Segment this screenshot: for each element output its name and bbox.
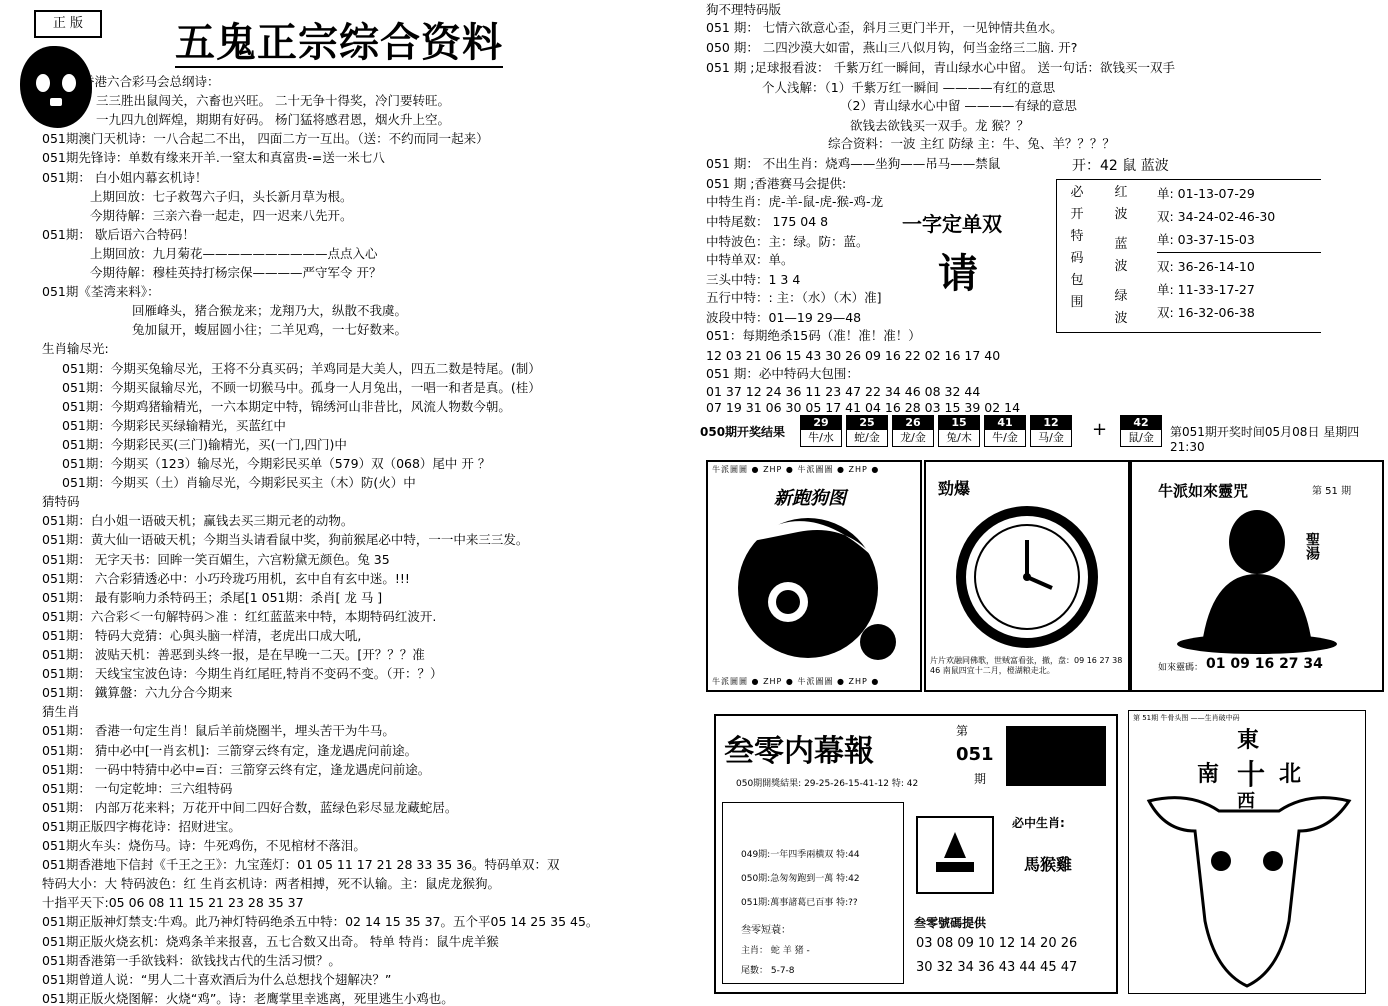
- ten-label: 十: [1237, 758, 1266, 791]
- newspaper-nums-2: 30 32 34 36 43 44 45 47: [916, 960, 1078, 975]
- wave-col2-char: 波: [1114, 311, 1128, 326]
- left-line: 香港六合彩马会总纲诗：: [82, 74, 220, 89]
- draw-cell-zodiac: 牛/水: [808, 431, 834, 444]
- left-line: 猜特码: [42, 494, 80, 510]
- left-line: 051期：六合彩＜一句解特码＞准 ：红红蓝蓝来中特，本期特码红波开.: [42, 608, 437, 624]
- left-line: 生肖输尽光:: [42, 341, 109, 357]
- draw-cell-zodiac: 马/金: [1038, 431, 1064, 444]
- left-line: 051期：白小姐一语破天机；赢钱去买三期元老的动物。: [42, 513, 354, 529]
- left-line: 051期正版火烧玄机：烧鸡条羊来报喜，五七合数又出奇。 特单 特肖：鼠牛虎羊猴: [42, 933, 499, 949]
- left-line: 051期《荃湾来料》：: [42, 284, 160, 300]
- wave-row: 双: 34-24-02-46-30: [1157, 209, 1276, 224]
- draw-cell-zodiac: 牛/金: [992, 431, 1018, 444]
- left-line: 051期： 波贴天机：善恶到头终一报，是在早晚一二天。[开？？？准: [42, 647, 425, 662]
- wave-col2-char: 波: [1114, 207, 1128, 222]
- wave-col1-char: 包: [1070, 273, 1084, 288]
- newspaper-left-2: 主肖： 蛇 羊 猪 -: [741, 946, 810, 956]
- draw-cell-number: 25: [847, 416, 887, 430]
- left-line: 051期正版火烧图解：火烧“鸡”。诗：老鹰掌里幸逃离，死里逃生小鸡也。: [42, 990, 454, 1006]
- newspaper-row: 050期:急匆匆跑到一萬 特:42: [741, 874, 860, 884]
- wave-table: [1056, 179, 1321, 333]
- left-line: 051期：今期买鼠输尽光，不顾一切猴马中。孤身一人月兔出，一唱一和者是真。(桂）: [62, 379, 541, 395]
- wave-table-col2: [1113, 182, 1129, 338]
- left-line: 051期曾道人说：“男人二十喜欢酒后为什么总想找个翅解决？”: [42, 971, 392, 987]
- left-line: 051期正版神灯禁支:牛鸡。此乃神灯特码绝杀五中特：02 14 15 35 37。五个平05 14 25 35 45。: [42, 914, 599, 930]
- panel-strip-bottom: 牛派圖圖 ● ZHP ● 牛派圖圖 ● ZHP ●: [712, 677, 880, 686]
- newspaper-row: 051期:萬事諸葛已百事 特:??: [741, 898, 858, 908]
- left-line: 051期正版四字梅花诗：招财进宝。: [42, 818, 241, 834]
- left-line: 三三胜出鼠闯关，六畜也兴旺。 二十无争十得奖，冷门要转旺。: [96, 93, 450, 109]
- newspaper-photo: [1006, 726, 1106, 786]
- newspaper-issue: 051: [956, 744, 994, 765]
- newspaper-issue-suffix: 期: [974, 772, 987, 786]
- draw-cell-zodiac: 鼠/金: [1128, 431, 1154, 444]
- left-line: 上期回放：九月菊花——————————点点入心: [90, 245, 378, 261]
- plus-sign: +: [1092, 419, 1108, 440]
- clock-icon: [952, 502, 1102, 652]
- north-label: 北: [1279, 761, 1302, 787]
- wave-col2-char: 波: [1114, 259, 1128, 274]
- buddha-numbers: 01 09 16 27 34: [1206, 656, 1323, 672]
- right-line: 中特单双：单。: [706, 252, 794, 267]
- newspaper-left-1: 叁零短蓑：: [741, 925, 791, 936]
- newspaper-nums-1: 03 08 09 10 12 14 20 26: [916, 936, 1078, 951]
- buddha-center-text: 聖湯: [1304, 532, 1320, 560]
- left-line: 051期香港地下信封《千王之王》：九宝莲灯：01 05 11 17 21 28 33 35 36。特码单双：双: [42, 857, 560, 873]
- newspaper-panel: [714, 714, 1118, 994]
- right-line: 051 期：必中特码大包围：: [706, 366, 859, 381]
- left-line: 猜生肖: [42, 704, 80, 720]
- dog-chart-art: [728, 502, 908, 672]
- newspaper-result: 050期開獎結果: 29-25-26-15-41-12 特: 42: [736, 779, 919, 789]
- left-line: 051期： 六合彩猜透必中：小巧玲珑巧用机，玄中自有玄中迷。!!!: [42, 570, 410, 586]
- left-line: 上期回放：七子救驾六子归，头长新月草为根。: [90, 188, 353, 204]
- left-line: 051期： 猜中必中[一肖玄机]：三箭穿云终有定，逢龙遇虎问前途。: [42, 742, 418, 758]
- draw-result-label: 050期开奖结果: [700, 425, 786, 439]
- clock-caption: 片片欢融同佛歌，世贼富看张，撤，盘：09 16 27 38 46 南鼠四宜十二月，橙湖粮走北。: [930, 656, 1123, 675]
- draw-cell: [938, 415, 980, 447]
- left-line: 051期：黄大仙一语破天机；今期当头请看鼠中奖，狗前猴尾必中特，一一中来三三发。: [42, 532, 529, 548]
- open-result: 开：42 鼠 蓝波: [1072, 158, 1169, 174]
- draw-cell: [846, 415, 888, 447]
- right-line: 051 期 ;香港赛马会提供:: [706, 176, 847, 191]
- right-line: 051 期 ;足球报看波： 千紫万红一瞬间，青山绿水心中留。 送一句话：欲钱买一双手: [706, 60, 1175, 75]
- newspaper-rows: [741, 843, 860, 915]
- right-line: 051 期： 七情六欲意心歪，斜月三更门半开，一见钟情共鱼水。: [706, 20, 1063, 35]
- draw-cell-zodiac: 蛇/金: [854, 431, 880, 444]
- right-line: 狗不理特码版: [706, 2, 782, 17]
- edition-badge: 正 版: [34, 10, 102, 38]
- left-line: 051期：今期买（123）输尽光，今期彩民买单（579）双（068）尾中 开 ？: [62, 456, 491, 471]
- left-line: 051期香港第一手欲钱料：欲钱找古代的生活习惯？。: [42, 952, 341, 968]
- right-line: 个人浅解：（1）千紫万红一瞬间 ————有红的意思: [762, 80, 1056, 95]
- draw-cell: [800, 415, 842, 447]
- left-line: 特码大小：大 特码波色：红 生肖玄机诗：两者相搏，死不认输。主：鼠虎龙猴狗。: [42, 876, 500, 892]
- left-line: 051期： 最有影响力杀特码王；杀尾[1 051期：杀肖[ 龙 马 ]: [42, 589, 383, 605]
- east-label: 東: [1237, 727, 1260, 753]
- wave-col1-char: 特: [1070, 229, 1084, 244]
- draw-cell-number: 15: [939, 416, 979, 430]
- newspaper-left-3: 尾數： 5-7-8: [741, 966, 795, 976]
- left-line: 十指平天下:05 06 08 11 15 21 23 28 35 37: [42, 895, 304, 911]
- left-line: 051期： 一句定乾坤：三六组特码: [42, 780, 233, 796]
- left-line: 051期： 白小姐内幕玄机诗！: [42, 169, 208, 185]
- newspaper-provide: 叁零號碼提供: [914, 916, 987, 930]
- draw-cell: [984, 415, 1026, 447]
- wave-row: 单: 01-13-07-29: [1157, 186, 1255, 201]
- single-double-label: 一字定单双: [902, 212, 1002, 236]
- left-line: 051期：今期鸡猪输精光，一六本期定中特，锦绣河山非昔比，风流人物数今朝。: [62, 398, 511, 414]
- left-line: 051期先锋诗：单数有缘来开羊.一窒太和真富贵-=送一米七八: [42, 150, 385, 166]
- page-title: 五鬼正宗综合资料: [175, 19, 503, 66]
- right-line: 中特生肖：虎-羊-鼠-虎-猴-鸡-龙: [706, 194, 884, 209]
- right-line: 中特波色：主：绿。防：蓝。: [706, 234, 869, 249]
- right-line: 欲钱去欲钱买一双手。龙 猴？？: [850, 118, 1029, 133]
- wave-col2-char: 红: [1114, 185, 1128, 200]
- wave-col2-char: 蓝: [1114, 237, 1128, 252]
- left-line: 兔加鼠开，蝮屈圆小往；二羊见鸡，一七好数来。: [132, 322, 408, 338]
- wave-col1-char: 围: [1070, 295, 1084, 310]
- next-draw-time: 第051期开奖时间05月08日 星期四21:30: [1170, 425, 1360, 454]
- wave-col1-char: 必: [1070, 185, 1084, 200]
- wave-row: 双: 16-32-06-38: [1157, 305, 1255, 320]
- wave-row: 单: 11-33-17-27: [1157, 282, 1255, 297]
- right-line: 五行中特：: 主：（水）（木）准]: [706, 290, 882, 305]
- dog-chart-title: 新跑狗图: [774, 488, 846, 509]
- left-line: 051期： 一码中特猜中必中=百：三箭穿云终有定，逢龙遇虎问前途。: [42, 761, 431, 777]
- newspaper-zodiac: 馬猴雞: [1024, 855, 1073, 874]
- wave-table-rows: [1157, 182, 1275, 324]
- clock-title: 勁爆: [938, 479, 971, 498]
- left-line: 一九四九创辉煌，期期有好码。 杨门猛将感君恩，烟火升上空。: [96, 112, 450, 128]
- buddha-issue: 第 51 期: [1312, 486, 1352, 497]
- buddha-panel: [1130, 460, 1384, 692]
- left-line: 051期火车头：烧伤马。诗：牛死鸡伤，不见棺材不落泪。: [42, 838, 366, 853]
- left-line: 今期待解：穆桂英持打杨宗保————严守军令 开？: [90, 265, 382, 280]
- right-line: 中特尾数： 175 04 8: [706, 214, 829, 229]
- left-line: 051期：今期买兔输尽光，王将不分真买码；羊鸡同是大美人，四五二数是特尾。(制）: [62, 360, 541, 376]
- draw-cell-number: 12: [1031, 416, 1071, 430]
- ox-skull-header: 第 51期 牛骨头图 ——生肖破中码: [1133, 714, 1240, 722]
- west-label: 西: [1237, 791, 1255, 812]
- clock-panel: [924, 460, 1130, 692]
- left-line: 051期： 香港一句定生肖！鼠后羊前烧圈半，埋头苦干为牛马。: [42, 723, 395, 739]
- single-double-answer: 请: [938, 250, 978, 297]
- left-line: 051期： 天线宝宝波色诗：今期生肖红尾旺,特肖不变码不变。（开：？）: [42, 666, 443, 682]
- wave-table-divider: [1157, 252, 1321, 253]
- draw-cell-zodiac: 龙/金: [900, 431, 926, 444]
- newspaper-sub: 必中生肖:: [1012, 816, 1065, 830]
- panel-strip: 牛派圖圖 ● ZHP ● 牛派圖圖 ● ZHP ●: [712, 465, 880, 474]
- right-line: 051 期： 不出生肖：烧鸡——坐狗——吊马——禁鼠: [706, 156, 1001, 171]
- draw-cell-number: 41: [985, 416, 1025, 430]
- newspaper-issue-prefix: 第: [956, 724, 969, 738]
- draw-cell-number: 42: [1121, 416, 1161, 430]
- left-line: 051期： 内部万花来料；万花开中间二四好合数，蓝绿色彩尽显龙藏蛇居。: [42, 799, 458, 815]
- buddha-number-prefix: 如來靈碼：: [1158, 663, 1204, 673]
- left-line: 051期： 歇后语六合特码！: [42, 226, 195, 242]
- newspaper-title: 叁零内幕報: [724, 734, 874, 769]
- left-line: 回雁峰头，猪合猴龙来；龙翔乃大，纵散不我虞。: [132, 303, 408, 319]
- draw-cell-number: 29: [801, 416, 841, 430]
- draw-cell: [1120, 415, 1162, 447]
- wave-row: 单: 03-37-15-03: [1157, 232, 1255, 247]
- right-line: 01 37 12 24 36 11 23 47 22 34 46 08 32 44: [706, 384, 981, 399]
- right-line: 综合资料：一波 主红 防绿 主：牛、兔、羊？？？？: [828, 136, 1115, 151]
- right-line: 12 03 21 06 15 43 30 26 09 16 22 02 16 17 40: [706, 348, 1001, 363]
- newspaper-left-box: [722, 802, 904, 984]
- dog-chart-panel: [706, 460, 922, 692]
- draw-cell: [1030, 415, 1072, 447]
- draw-result-bar: [700, 415, 1386, 454]
- wave-row: 双: 36-26-14-10: [1157, 259, 1255, 274]
- right-line: 三头中特：1 3 4: [706, 272, 801, 287]
- left-line: 051期：今期彩民买绿输精光，买蓝红中: [62, 417, 286, 433]
- wave-col1-char: 码: [1070, 251, 1084, 266]
- right-line: 050 期： 二四沙漠大如雷，燕山三八似月钩，何当金络三二脑. 开?: [706, 40, 1078, 55]
- left-line: 051期： 鐵算盤：六九分合今期来: [42, 685, 233, 701]
- right-line: （2）青山绿水心中留 ————有绿的意思: [840, 98, 1077, 113]
- wave-col2-char: 绿: [1114, 289, 1128, 304]
- draw-cell-zodiac: 兔/木: [946, 431, 972, 444]
- buddha-title: 牛派如來靈咒: [1158, 482, 1249, 500]
- right-line: 07 19 31 06 30 05 17 41 04 16 28 03 15 39 02 14: [706, 400, 1021, 415]
- newspaper-symbol-box: [916, 816, 994, 894]
- right-line: 波段中特：01—19 29—48: [706, 310, 862, 325]
- right-line: 051：每期绝杀15码（准！准！准！）: [706, 328, 921, 343]
- left-line: 051期： 特码大竞猜：心與头脑一样清，老虎出口成大吼,: [42, 627, 362, 643]
- left-line: 051期澳门天机诗：一八合起二不出， 四面二方一互出。（送：不约而同一起来）: [42, 131, 489, 147]
- left-line: 051期：今期彩民买(三门)输精光，买(一门,四门)中: [62, 436, 347, 452]
- ox-skull-panel: [1128, 710, 1366, 994]
- left-line: 051期： 无字天书：回眸一笑百媚生，六宫粉黛无颜色。兔 35: [42, 551, 390, 567]
- draw-cell: [892, 415, 934, 447]
- wave-table-col1: [1069, 182, 1085, 314]
- left-line: 今期待解：三亲六眷一起走，四一迟来八先开。: [90, 207, 353, 223]
- lotus-icon: [918, 818, 992, 892]
- newspaper-row: 049期:一年四季兩横双 特:44: [741, 850, 860, 860]
- draw-cell-number: 26: [893, 416, 933, 430]
- left-line: 051期：今期买（土）肖输尽光，今期彩民买主（木）防(火）中: [62, 475, 416, 491]
- buddha-figure-icon: [1162, 504, 1352, 654]
- wave-col1-char: 开: [1070, 207, 1084, 222]
- south-label: 南: [1197, 761, 1220, 787]
